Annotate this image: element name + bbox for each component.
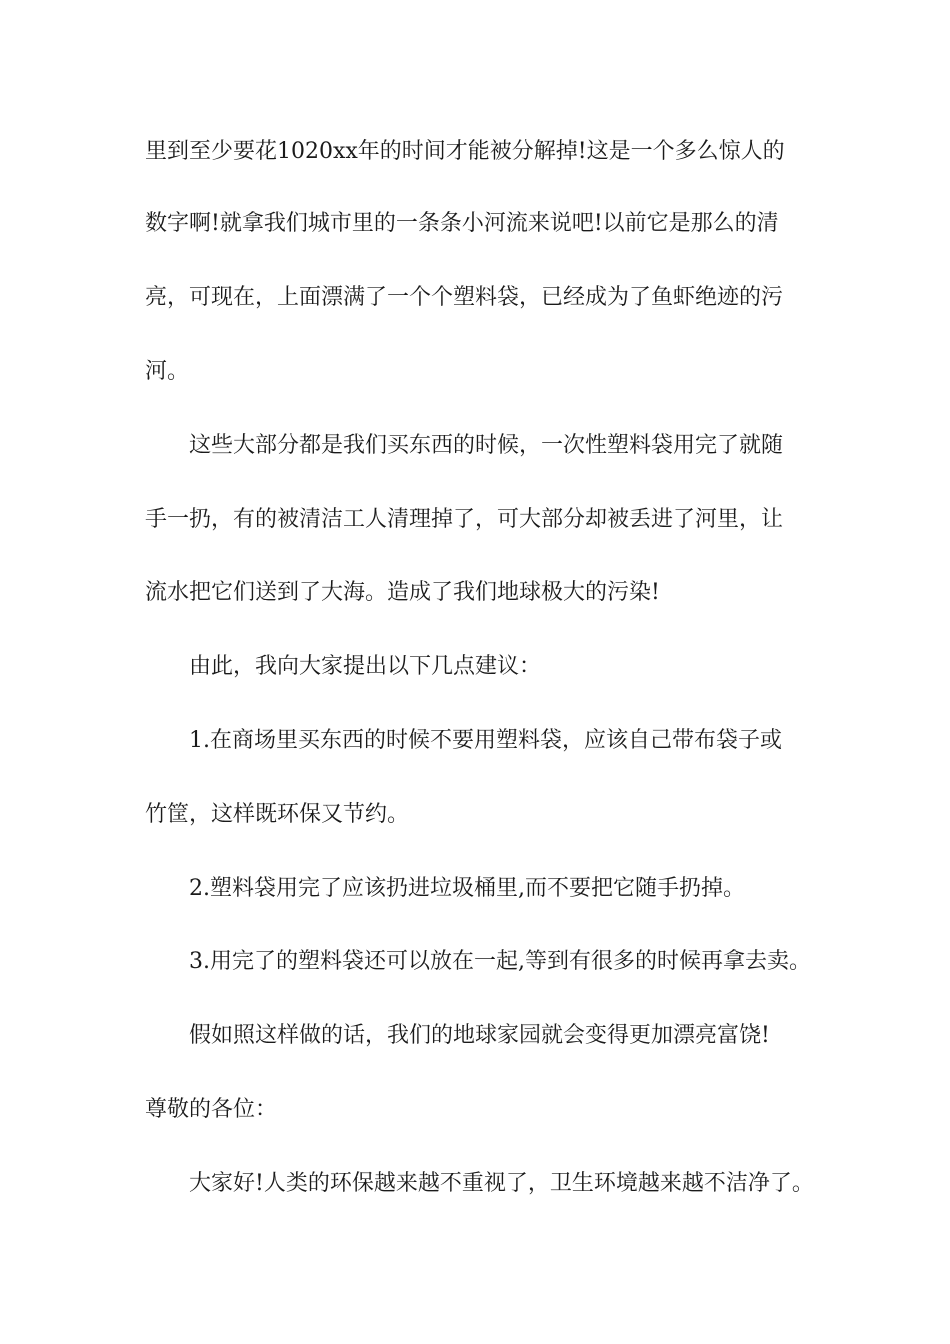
paragraph-start-line: 假如照这样做的话，我们的地球家园就会变得更加漂亮富饶! [189, 1023, 770, 1048]
text-line: 里到至少要花1020xx年的时间才能被分解掉!这是一个多么惊人的 [145, 139, 785, 164]
text-line: 亮，可现在，上面漂满了一个个塑料袋，已经成为了鱼虾绝迹的污 [145, 285, 784, 310]
text-line: 手一扔，有的被清洁工人清理掉了，可大部分却被丢进了河里，让 [145, 507, 784, 532]
list-item-1-line: 1.在商场里买东西的时候不要用塑料袋，应该自己带布袋子或 [189, 728, 782, 753]
salutation-line: 尊敬的各位： [145, 1097, 278, 1122]
text-line: 数字啊!就拿我们城市里的一条条小河流来说吧!以前它是那么的清 [145, 211, 779, 236]
text-line: 河。 [145, 359, 190, 384]
list-item-2-line: 2.塑料袋用完了应该扔进垃圾桶里,而不要把它随手扔掉。 [189, 876, 745, 901]
paragraph-start-line: 由此，我向大家提出以下几点建议： [189, 654, 542, 679]
paragraph-start-line: 大家好!人类的环保越来越不重视了，卫生环境越来越不洁净了。 [189, 1171, 814, 1196]
list-item-3-line: 3.用完了的塑料袋还可以放在一起,等到有很多的时候再拿去卖。 [189, 949, 811, 974]
text-line: 竹筐，这样既环保又节约。 [145, 802, 410, 827]
text-line: 流水把它们送到了大海。造成了我们地球极大的污染! [145, 580, 660, 605]
paragraph-start-line: 这些大部分都是我们买东西的时候，一次性塑料袋用完了就随 [189, 433, 784, 458]
